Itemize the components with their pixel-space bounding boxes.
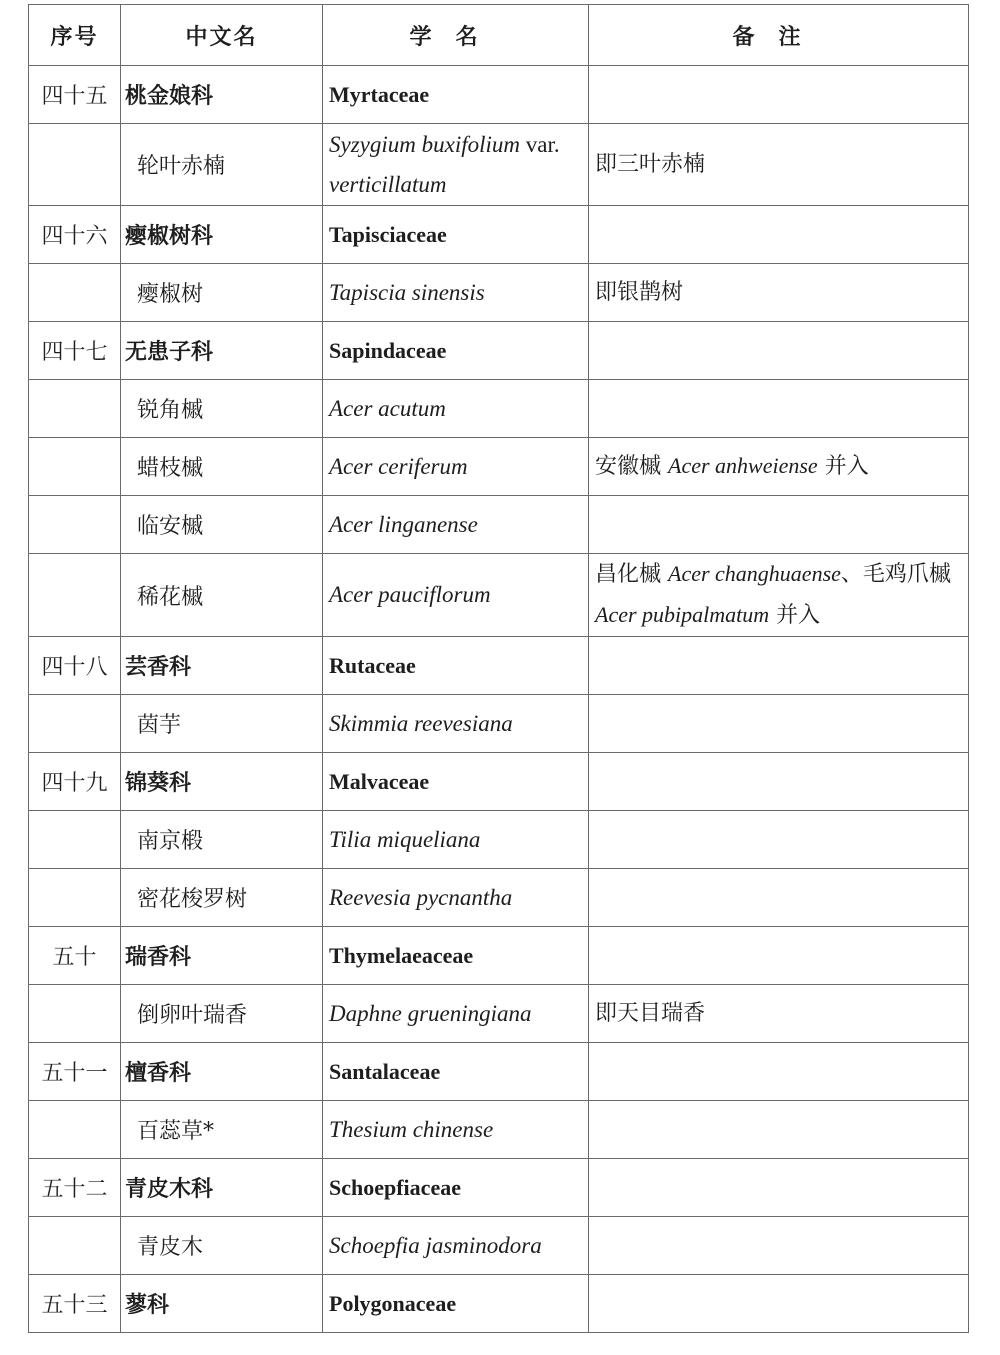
- family-scientific-name: Malvaceae: [323, 753, 589, 811]
- row-remark: [589, 380, 969, 438]
- species-table-page: [28, 4, 968, 1333]
- species-table: [28, 4, 969, 1333]
- species-scientific-name: Thesium chinense: [323, 1101, 589, 1159]
- header-chinese-name: 中文名: [121, 5, 323, 66]
- species-chinese-name: 百蕊草*: [121, 1101, 323, 1159]
- row-remark: [589, 695, 969, 753]
- table-row-family: [29, 206, 969, 264]
- table-row-family: [29, 637, 969, 695]
- row-remark: [589, 637, 969, 695]
- remark-sci-name: Acer changhuaense: [668, 561, 841, 586]
- row-seq: [29, 869, 121, 927]
- table-row-family: [29, 753, 969, 811]
- species-scientific-name: Acer pauciflorum: [323, 554, 589, 637]
- table-row-species: [29, 554, 969, 637]
- family-chinese-name: 蓼科: [121, 1275, 323, 1333]
- row-remark: [589, 496, 969, 554]
- table-row-species: [29, 695, 969, 753]
- row-remark: [589, 322, 969, 380]
- species-chinese-name: 临安槭: [121, 496, 323, 554]
- family-scientific-name: Rutaceae: [323, 637, 589, 695]
- table-row-family: [29, 1159, 969, 1217]
- family-scientific-name: Santalaceae: [323, 1043, 589, 1101]
- species-chinese-name: 稀花槭: [121, 554, 323, 637]
- row-remark: [589, 753, 969, 811]
- row-seq: [29, 554, 121, 637]
- table-row-species: [29, 380, 969, 438]
- species-chinese-name: 瘿椒树: [121, 264, 323, 322]
- row-remark: [589, 66, 969, 124]
- family-scientific-name: Polygonaceae: [323, 1275, 589, 1333]
- row-remark: [589, 1217, 969, 1275]
- row-remark: 即银鹊树: [589, 264, 969, 322]
- table-row-family: [29, 322, 969, 380]
- species-chinese-name: 密花梭罗树: [121, 869, 323, 927]
- row-remark: 即三叶赤楠: [589, 124, 969, 206]
- row-seq: 四十七: [29, 322, 121, 380]
- row-remark: [589, 438, 969, 496]
- row-remark: [589, 206, 969, 264]
- remark-text: 并入: [776, 603, 821, 628]
- row-seq: [29, 496, 121, 554]
- row-seq: [29, 1217, 121, 1275]
- table-row-species: [29, 1217, 969, 1275]
- header-scientific-name: 学名: [323, 5, 589, 66]
- row-seq: [29, 264, 121, 322]
- row-seq: 五十二: [29, 1159, 121, 1217]
- row-seq: [29, 124, 121, 206]
- row-seq: 四十八: [29, 637, 121, 695]
- row-seq: [29, 438, 121, 496]
- remark-sci-name: Acer anhweiense: [668, 453, 818, 478]
- remark-text: 昌化槭: [595, 562, 662, 587]
- family-scientific-name: Tapisciaceae: [323, 206, 589, 264]
- family-scientific-name: Sapindaceae: [323, 322, 589, 380]
- family-chinese-name: 檀香科: [121, 1043, 323, 1101]
- family-chinese-name: 瘿椒树科: [121, 206, 323, 264]
- family-scientific-name: Myrtaceae: [323, 66, 589, 124]
- table-row-species: [29, 124, 969, 206]
- row-seq: [29, 1101, 121, 1159]
- row-remark: [589, 1275, 969, 1333]
- remark-sci-name: Acer pubipalmatum: [595, 602, 770, 627]
- table-row-species: [29, 264, 969, 322]
- table-row-species: [29, 496, 969, 554]
- family-scientific-name: Thymelaeaceae: [323, 927, 589, 985]
- row-remark: [589, 1043, 969, 1101]
- species-scientific-name: Acer acutum: [323, 380, 589, 438]
- row-seq: 四十九: [29, 753, 121, 811]
- sci-name-rank: var.: [525, 131, 560, 157]
- species-scientific-name: [323, 124, 589, 206]
- row-seq: 五十一: [29, 1043, 121, 1101]
- table-row-family: [29, 927, 969, 985]
- family-chinese-name: 瑞香科: [121, 927, 323, 985]
- row-remark: [589, 1101, 969, 1159]
- family-chinese-name: 桃金娘科: [121, 66, 323, 124]
- species-scientific-name: Skimmia reevesiana: [323, 695, 589, 753]
- species-scientific-name: Acer linganense: [323, 496, 589, 554]
- row-remark: [589, 869, 969, 927]
- remark-text: 并入: [824, 454, 869, 479]
- table-row-species: [29, 869, 969, 927]
- species-scientific-name: Acer ceriferum: [323, 438, 589, 496]
- species-scientific-name: Daphne grueningiana: [323, 985, 589, 1043]
- sci-name-epithet: verticillatum: [329, 171, 447, 197]
- family-chinese-name: 锦葵科: [121, 753, 323, 811]
- family-scientific-name: Schoepfiaceae: [323, 1159, 589, 1217]
- table-row-species: [29, 985, 969, 1043]
- row-seq: [29, 695, 121, 753]
- family-chinese-name: 青皮木科: [121, 1159, 323, 1217]
- sci-name-part: Syzygium buxifolium: [329, 131, 520, 157]
- species-chinese-name: 茵芋: [121, 695, 323, 753]
- table-row-species: [29, 438, 969, 496]
- table-row-species: [29, 1101, 969, 1159]
- table-row-family: [29, 1043, 969, 1101]
- species-chinese-name: 青皮木: [121, 1217, 323, 1275]
- row-remark: [589, 927, 969, 985]
- species-chinese-name: 锐角槭: [121, 380, 323, 438]
- row-remark: 即天目瑞香: [589, 985, 969, 1043]
- family-chinese-name: 无患子科: [121, 322, 323, 380]
- row-seq: 四十五: [29, 66, 121, 124]
- species-chinese-name: 蜡枝槭: [121, 438, 323, 496]
- header-seq: 序号: [29, 5, 121, 66]
- row-seq: [29, 811, 121, 869]
- remark-text: 安徽槭: [595, 454, 662, 479]
- table-row-species: [29, 811, 969, 869]
- row-seq: 四十六: [29, 206, 121, 264]
- species-scientific-name: Reevesia pycnantha: [323, 869, 589, 927]
- table-row-family: [29, 1275, 969, 1333]
- species-scientific-name: Tilia miqueliana: [323, 811, 589, 869]
- row-remark: [589, 554, 969, 637]
- row-seq: 五十三: [29, 1275, 121, 1333]
- row-seq: [29, 380, 121, 438]
- species-chinese-name: 南京椴: [121, 811, 323, 869]
- species-scientific-name: Tapiscia sinensis: [323, 264, 589, 322]
- row-seq: [29, 985, 121, 1043]
- row-seq: 五十: [29, 927, 121, 985]
- family-chinese-name: 芸香科: [121, 637, 323, 695]
- header-remarks: 备注: [589, 5, 969, 66]
- species-chinese-name: 轮叶赤楠: [121, 124, 323, 206]
- row-remark: [589, 811, 969, 869]
- species-scientific-name: Schoepfia jasminodora: [323, 1217, 589, 1275]
- species-chinese-name: 倒卵叶瑞香: [121, 985, 323, 1043]
- table-header-row: [29, 5, 969, 66]
- row-remark: [589, 1159, 969, 1217]
- table-row-family: [29, 66, 969, 124]
- remark-text: 、毛鸡爪槭: [840, 562, 951, 587]
